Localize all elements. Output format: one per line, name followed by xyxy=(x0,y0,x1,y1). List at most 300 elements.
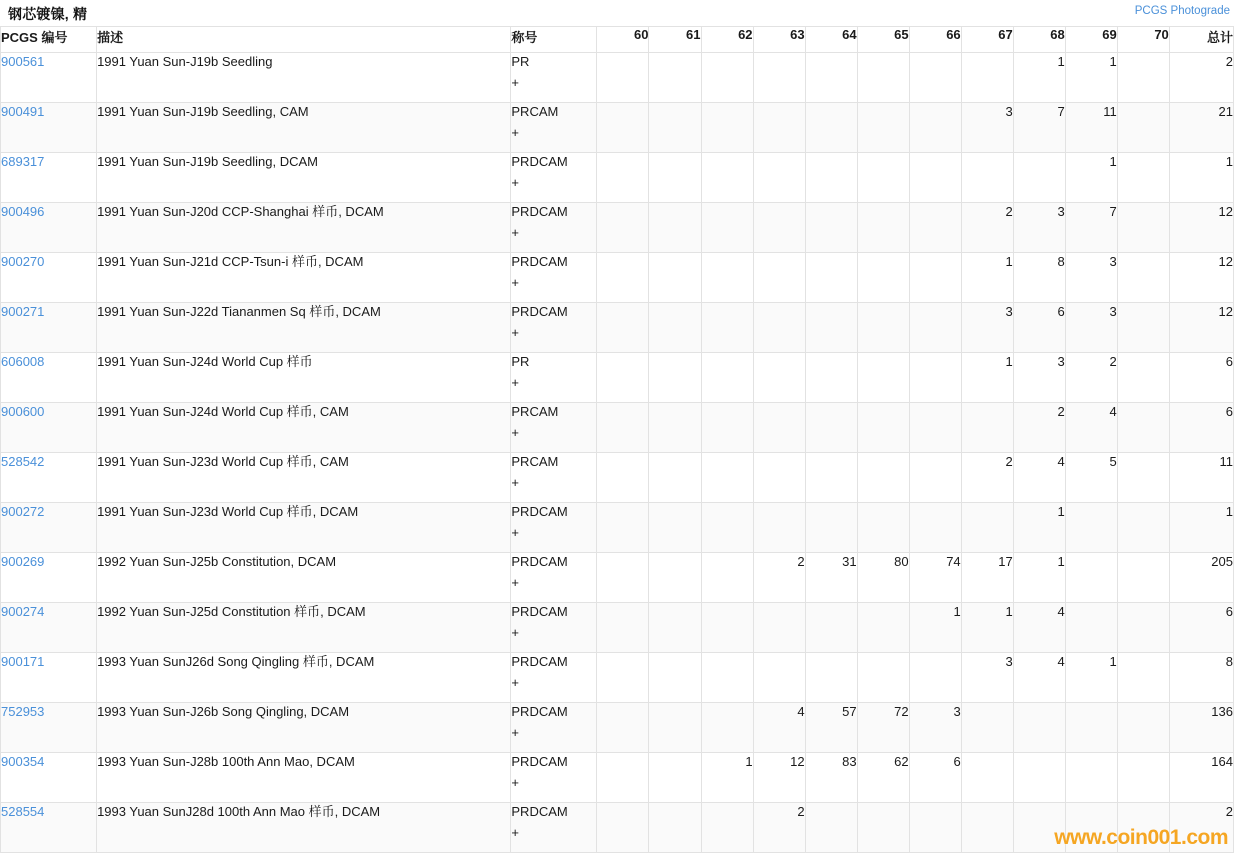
cell-grade-64 xyxy=(805,453,857,503)
designation-label: PRDCAM xyxy=(511,204,568,219)
cell-grade-64 xyxy=(805,53,857,103)
column-header-68[interactable]: 68 xyxy=(1013,27,1065,53)
designation-label: PRDCAM xyxy=(511,604,568,619)
cell-grade-61 xyxy=(649,703,701,753)
cell-grade-65 xyxy=(857,53,909,103)
designation-plus: + xyxy=(511,674,519,690)
designation-plus: + xyxy=(511,224,519,240)
cell-designation xyxy=(511,653,597,703)
cell-designation xyxy=(511,153,597,203)
cell-grade-66 xyxy=(909,403,961,453)
cell-description: 1991 Yuan Sun-J21d CCP-Tsun-i 样币, DCAM xyxy=(97,253,511,303)
cell-description: 1991 Yuan Sun-J22d Tiananmen Sq 样币, DCAM xyxy=(97,303,511,353)
cell-grade-68: 2 xyxy=(1013,403,1065,453)
designation-plus: + xyxy=(511,74,519,90)
cell-grade-69: 7 xyxy=(1065,203,1117,253)
cell-grade-66 xyxy=(909,303,961,353)
table-row xyxy=(1,253,1234,303)
cell-grade-64 xyxy=(805,103,857,153)
cell-grade-68: 4 xyxy=(1013,603,1065,653)
cell-description: 1991 Yuan Sun-J24d World Cup 样币, CAM xyxy=(97,403,511,453)
cell-grade-62 xyxy=(701,703,753,753)
column-header-62[interactable]: 62 xyxy=(701,27,753,53)
cell-grade-68 xyxy=(1013,153,1065,203)
designation-plus: + xyxy=(511,574,519,590)
cell-grade-70 xyxy=(1117,303,1169,353)
cell-grade-60 xyxy=(597,153,649,203)
designation-plus: + xyxy=(511,124,519,140)
cell-grade-70 xyxy=(1117,653,1169,703)
cell-grade-70 xyxy=(1117,403,1169,453)
pcgs-number-link[interactable]: 900496 xyxy=(1,204,45,219)
pcgs-number-link[interactable]: 528554 xyxy=(1,804,45,819)
cell-grade-63 xyxy=(753,53,805,103)
cell-grade-70 xyxy=(1117,353,1169,403)
cell-grade-63 xyxy=(753,153,805,203)
cell-grade-64 xyxy=(805,803,857,853)
table-row xyxy=(1,453,1234,503)
designation-label: PR xyxy=(511,354,530,369)
designation-label: PRDCAM xyxy=(511,254,568,269)
cell-grade-68: 8 xyxy=(1013,253,1065,303)
pcgs-number-link[interactable]: 900271 xyxy=(1,304,45,319)
cell-designation xyxy=(511,503,597,553)
cell-grade-64 xyxy=(805,203,857,253)
cell-designation xyxy=(511,203,597,253)
cell-grade-62: 1 xyxy=(701,753,753,803)
cell-grade-69: 1 xyxy=(1065,653,1117,703)
pcgs-number-link[interactable]: 752953 xyxy=(1,704,45,719)
designation-label: PRDCAM xyxy=(511,304,568,319)
cell-grade-60 xyxy=(597,703,649,753)
cell-grade-61 xyxy=(649,403,701,453)
cell-grade-66 xyxy=(909,253,961,303)
cell-grade-61 xyxy=(649,203,701,253)
population-table xyxy=(0,26,1234,853)
cell-total: 205 xyxy=(1169,553,1233,603)
cell-grade-62 xyxy=(701,253,753,303)
cell-grade-60 xyxy=(597,403,649,453)
cell-grade-69 xyxy=(1065,503,1117,553)
table-row xyxy=(1,603,1234,653)
cell-grade-67 xyxy=(961,503,1013,553)
cell-pcgs-number xyxy=(1,353,97,403)
cell-designation xyxy=(511,303,597,353)
cell-grade-66 xyxy=(909,203,961,253)
cell-grade-64: 31 xyxy=(805,553,857,603)
cell-grade-69: 3 xyxy=(1065,253,1117,303)
cell-designation xyxy=(511,803,597,853)
cell-grade-60 xyxy=(597,453,649,503)
cell-grade-67 xyxy=(961,753,1013,803)
cell-grade-68: 1 xyxy=(1013,553,1065,603)
table-body xyxy=(1,53,1234,853)
cell-grade-69: 3 xyxy=(1065,303,1117,353)
cell-grade-68 xyxy=(1013,803,1065,853)
cell-grade-70 xyxy=(1117,103,1169,153)
cell-grade-61 xyxy=(649,53,701,103)
cell-grade-62 xyxy=(701,153,753,203)
cell-grade-69: 1 xyxy=(1065,153,1117,203)
cell-grade-66 xyxy=(909,453,961,503)
designation-plus: + xyxy=(511,174,519,190)
cell-description: 1992 Yuan Sun-J25d Constitution 样币, DCAM xyxy=(97,603,511,653)
designation-plus: + xyxy=(511,374,519,390)
cell-designation xyxy=(511,753,597,803)
cell-designation xyxy=(511,253,597,303)
cell-grade-64 xyxy=(805,503,857,553)
cell-grade-69: 4 xyxy=(1065,403,1117,453)
cell-grade-64 xyxy=(805,353,857,403)
cell-grade-67: 3 xyxy=(961,303,1013,353)
cell-grade-67: 1 xyxy=(961,353,1013,403)
column-header-70[interactable]: 70 xyxy=(1117,27,1169,53)
cell-grade-62 xyxy=(701,653,753,703)
pcgs-number-link[interactable]: 900354 xyxy=(1,754,45,769)
cell-grade-68: 4 xyxy=(1013,653,1065,703)
column-header-63[interactable]: 63 xyxy=(753,27,805,53)
cell-description: 1992 Yuan Sun-J25b Constitution, DCAM xyxy=(97,553,511,603)
cell-grade-60 xyxy=(597,503,649,553)
designation-label: PRDCAM xyxy=(511,804,568,819)
page-header xyxy=(0,0,1236,26)
cell-total: 11 xyxy=(1169,453,1233,503)
pcgs-number-link[interactable]: 900171 xyxy=(1,654,45,669)
designation-label: PRDCAM xyxy=(511,654,568,669)
designation-label: PRDCAM xyxy=(511,554,568,569)
cell-grade-67: 1 xyxy=(961,603,1013,653)
cell-grade-69 xyxy=(1065,553,1117,603)
cell-total: 2 xyxy=(1169,53,1233,103)
cell-grade-61 xyxy=(649,103,701,153)
column-header-66[interactable]: 66 xyxy=(909,27,961,53)
pcgs-number-link[interactable]: 900600 xyxy=(1,404,45,419)
cell-grade-60 xyxy=(597,53,649,103)
cell-grade-70 xyxy=(1117,153,1169,203)
designation-label: PRDCAM xyxy=(511,504,568,519)
cell-grade-65: 80 xyxy=(857,553,909,603)
column-header-PCGS 编号[interactable]: PCGS 编号 xyxy=(1,27,97,53)
cell-description: 1991 Yuan Sun-J20d CCP-Shanghai 样币, DCAM xyxy=(97,203,511,253)
cell-grade-63 xyxy=(753,403,805,453)
cell-grade-63 xyxy=(753,653,805,703)
cell-grade-66 xyxy=(909,103,961,153)
cell-grade-69: 1 xyxy=(1065,53,1117,103)
cell-grade-66 xyxy=(909,803,961,853)
cell-total: 6 xyxy=(1169,603,1233,653)
cell-pcgs-number xyxy=(1,303,97,353)
cell-grade-61 xyxy=(649,753,701,803)
cell-grade-63: 2 xyxy=(753,553,805,603)
cell-grade-66: 74 xyxy=(909,553,961,603)
cell-description: 1991 Yuan Sun-J23d World Cup 样币, CAM xyxy=(97,453,511,503)
cell-grade-69 xyxy=(1065,603,1117,653)
cell-designation xyxy=(511,603,597,653)
cell-grade-68: 3 xyxy=(1013,203,1065,253)
table-row xyxy=(1,753,1234,803)
cell-grade-68: 6 xyxy=(1013,303,1065,353)
cell-grade-62 xyxy=(701,553,753,603)
cell-grade-69 xyxy=(1065,803,1117,853)
cell-grade-63 xyxy=(753,603,805,653)
table-row xyxy=(1,153,1234,203)
cell-grade-67 xyxy=(961,153,1013,203)
site-watermark: www.coin001.com xyxy=(1054,826,1228,849)
cell-grade-62 xyxy=(701,453,753,503)
pcgs-photograde-link[interactable]: PCGS Photograde xyxy=(1134,5,1230,17)
cell-designation xyxy=(511,553,597,603)
cell-total: 6 xyxy=(1169,403,1233,453)
cell-grade-70 xyxy=(1117,803,1169,853)
cell-grade-67: 3 xyxy=(961,103,1013,153)
cell-grade-60 xyxy=(597,553,649,603)
cell-grade-69 xyxy=(1065,703,1117,753)
cell-grade-68: 4 xyxy=(1013,453,1065,503)
cell-grade-67 xyxy=(961,53,1013,103)
cell-grade-67 xyxy=(961,703,1013,753)
pcgs-number-link[interactable]: 528542 xyxy=(1,454,45,469)
cell-grade-68: 1 xyxy=(1013,503,1065,553)
cell-description: 1993 Yuan SunJ26d Song Qingling 样币, DCAM xyxy=(97,653,511,703)
cell-grade-61 xyxy=(649,253,701,303)
pcgs-number-link[interactable]: 900272 xyxy=(1,504,45,519)
cell-grade-63 xyxy=(753,503,805,553)
cell-pcgs-number xyxy=(1,253,97,303)
cell-grade-67: 17 xyxy=(961,553,1013,603)
cell-designation xyxy=(511,353,597,403)
designation-label: PRDCAM xyxy=(511,704,568,719)
cell-grade-70 xyxy=(1117,603,1169,653)
table-row xyxy=(1,503,1234,553)
pcgs-number-link[interactable]: 689317 xyxy=(1,154,45,169)
cell-grade-66 xyxy=(909,353,961,403)
cell-grade-65 xyxy=(857,303,909,353)
cell-grade-70 xyxy=(1117,503,1169,553)
cell-grade-60 xyxy=(597,303,649,353)
cell-grade-64 xyxy=(805,303,857,353)
cell-grade-69: 11 xyxy=(1065,103,1117,153)
cell-grade-70 xyxy=(1117,203,1169,253)
cell-grade-68: 3 xyxy=(1013,353,1065,403)
cell-grade-60 xyxy=(597,103,649,153)
table-row xyxy=(1,353,1234,403)
cell-description: 1991 Yuan Sun-J19b Seedling, CAM xyxy=(97,103,511,153)
column-header-描述[interactable]: 描述 xyxy=(97,27,511,53)
pcgs-number-link[interactable]: 900274 xyxy=(1,604,45,619)
cell-grade-62 xyxy=(701,203,753,253)
cell-grade-61 xyxy=(649,303,701,353)
designation-plus: + xyxy=(511,624,519,640)
cell-grade-66: 6 xyxy=(909,753,961,803)
cell-total: 2 xyxy=(1169,803,1233,853)
cell-grade-66 xyxy=(909,153,961,203)
cell-grade-64: 57 xyxy=(805,703,857,753)
table-row xyxy=(1,303,1234,353)
cell-grade-66 xyxy=(909,503,961,553)
designation-plus: + xyxy=(511,274,519,290)
table-row xyxy=(1,403,1234,453)
cell-grade-63: 12 xyxy=(753,753,805,803)
cell-description: 1993 Yuan Sun-J28b 100th Ann Mao, DCAM xyxy=(97,753,511,803)
cell-grade-65 xyxy=(857,203,909,253)
cell-grade-62 xyxy=(701,353,753,403)
cell-grade-60 xyxy=(597,753,649,803)
column-header-总计[interactable]: 总计 xyxy=(1169,27,1233,53)
cell-grade-67: 3 xyxy=(961,653,1013,703)
cell-grade-66: 1 xyxy=(909,603,961,653)
cell-grade-63: 4 xyxy=(753,703,805,753)
designation-label: PRCAM xyxy=(511,454,559,469)
cell-total: 12 xyxy=(1169,203,1233,253)
cell-grade-61 xyxy=(649,653,701,703)
cell-pcgs-number xyxy=(1,703,97,753)
cell-grade-62 xyxy=(701,103,753,153)
cell-total: 21 xyxy=(1169,103,1233,153)
cell-total: 6 xyxy=(1169,353,1233,403)
cell-grade-65 xyxy=(857,603,909,653)
cell-grade-69: 2 xyxy=(1065,353,1117,403)
cell-grade-70 xyxy=(1117,753,1169,803)
designation-plus: + xyxy=(511,824,519,840)
cell-grade-65 xyxy=(857,253,909,303)
cell-grade-65 xyxy=(857,503,909,553)
cell-pcgs-number xyxy=(1,753,97,803)
cell-pcgs-number xyxy=(1,403,97,453)
cell-grade-66: 3 xyxy=(909,703,961,753)
designation-plus: + xyxy=(511,424,519,440)
cell-designation xyxy=(511,703,597,753)
cell-grade-69: 5 xyxy=(1065,453,1117,503)
cell-grade-61 xyxy=(649,353,701,403)
cell-description: 1991 Yuan Sun-J19b Seedling xyxy=(97,53,511,103)
table-row xyxy=(1,653,1234,703)
cell-grade-61 xyxy=(649,503,701,553)
table-row xyxy=(1,203,1234,253)
table-row xyxy=(1,803,1234,853)
cell-grade-61 xyxy=(649,603,701,653)
pcgs-number-link[interactable]: 900561 xyxy=(1,54,45,69)
cell-grade-61 xyxy=(649,153,701,203)
cell-grade-65 xyxy=(857,103,909,153)
cell-grade-64: 83 xyxy=(805,753,857,803)
cell-designation xyxy=(511,403,597,453)
designation-plus: + xyxy=(511,524,519,540)
pcgs-number-link[interactable]: 900491 xyxy=(1,104,45,119)
cell-grade-62 xyxy=(701,53,753,103)
cell-grade-63 xyxy=(753,353,805,403)
cell-grade-67: 2 xyxy=(961,453,1013,503)
cell-grade-63 xyxy=(753,303,805,353)
cell-grade-63 xyxy=(753,203,805,253)
column-header-60[interactable]: 60 xyxy=(597,27,649,53)
cell-grade-64 xyxy=(805,653,857,703)
cell-designation xyxy=(511,453,597,503)
table-header-row xyxy=(1,27,1234,53)
pcgs-number-link[interactable]: 606008 xyxy=(1,354,45,369)
cell-grade-64 xyxy=(805,253,857,303)
cell-grade-68: 7 xyxy=(1013,103,1065,153)
cell-grade-70 xyxy=(1117,253,1169,303)
cell-total: 1 xyxy=(1169,153,1233,203)
cell-designation xyxy=(511,53,597,103)
cell-grade-62 xyxy=(701,503,753,553)
cell-pcgs-number xyxy=(1,503,97,553)
pcgs-number-link[interactable]: 900269 xyxy=(1,554,45,569)
cell-grade-62 xyxy=(701,403,753,453)
cell-pcgs-number xyxy=(1,453,97,503)
cell-grade-62 xyxy=(701,803,753,853)
cell-pcgs-number xyxy=(1,803,97,853)
cell-description: 1991 Yuan Sun-J19b Seedling, DCAM xyxy=(97,153,511,203)
cell-grade-67 xyxy=(961,403,1013,453)
cell-grade-60 xyxy=(597,353,649,403)
designation-label: PR xyxy=(511,54,530,69)
column-header-69[interactable]: 69 xyxy=(1065,27,1117,53)
cell-grade-65 xyxy=(857,153,909,203)
cell-grade-61 xyxy=(649,453,701,503)
cell-grade-65 xyxy=(857,803,909,853)
cell-grade-61 xyxy=(649,803,701,853)
cell-grade-68 xyxy=(1013,703,1065,753)
cell-pcgs-number xyxy=(1,153,97,203)
column-header-67[interactable]: 67 xyxy=(961,27,1013,53)
cell-total: 8 xyxy=(1169,653,1233,703)
cell-grade-67: 1 xyxy=(961,253,1013,303)
cell-description: 1991 Yuan Sun-J24d World Cup 样币 xyxy=(97,353,511,403)
table-row xyxy=(1,53,1234,103)
column-header-64[interactable]: 64 xyxy=(805,27,857,53)
column-header-61[interactable]: 61 xyxy=(649,27,701,53)
pcgs-number-link[interactable]: 900270 xyxy=(1,254,45,269)
page-title: 钢芯镀镍, 精 xyxy=(8,6,88,22)
cell-grade-60 xyxy=(597,603,649,653)
cell-grade-63 xyxy=(753,103,805,153)
cell-grade-67 xyxy=(961,803,1013,853)
cell-grade-70 xyxy=(1117,53,1169,103)
cell-total: 136 xyxy=(1169,703,1233,753)
cell-grade-67: 2 xyxy=(961,203,1013,253)
table-row xyxy=(1,103,1234,153)
designation-plus: + xyxy=(511,774,519,790)
cell-grade-63: 2 xyxy=(753,803,805,853)
cell-grade-61 xyxy=(649,553,701,603)
cell-grade-64 xyxy=(805,403,857,453)
column-header-称号[interactable]: 称号 xyxy=(511,27,597,53)
cell-designation xyxy=(511,103,597,153)
cell-grade-60 xyxy=(597,653,649,703)
table-row xyxy=(1,553,1234,603)
cell-grade-69 xyxy=(1065,753,1117,803)
table-row xyxy=(1,703,1234,753)
cell-total: 164 xyxy=(1169,753,1233,803)
designation-plus: + xyxy=(511,724,519,740)
cell-pcgs-number xyxy=(1,653,97,703)
cell-grade-64 xyxy=(805,153,857,203)
cell-pcgs-number xyxy=(1,53,97,103)
cell-grade-63 xyxy=(753,453,805,503)
cell-grade-65 xyxy=(857,403,909,453)
cell-grade-60 xyxy=(597,253,649,303)
cell-total: 1 xyxy=(1169,503,1233,553)
cell-pcgs-number xyxy=(1,603,97,653)
cell-grade-70 xyxy=(1117,553,1169,603)
cell-grade-68 xyxy=(1013,753,1065,803)
column-header-65[interactable]: 65 xyxy=(857,27,909,53)
cell-grade-65 xyxy=(857,353,909,403)
cell-grade-65 xyxy=(857,653,909,703)
cell-grade-60 xyxy=(597,203,649,253)
designation-label: PRCAM xyxy=(511,104,559,119)
